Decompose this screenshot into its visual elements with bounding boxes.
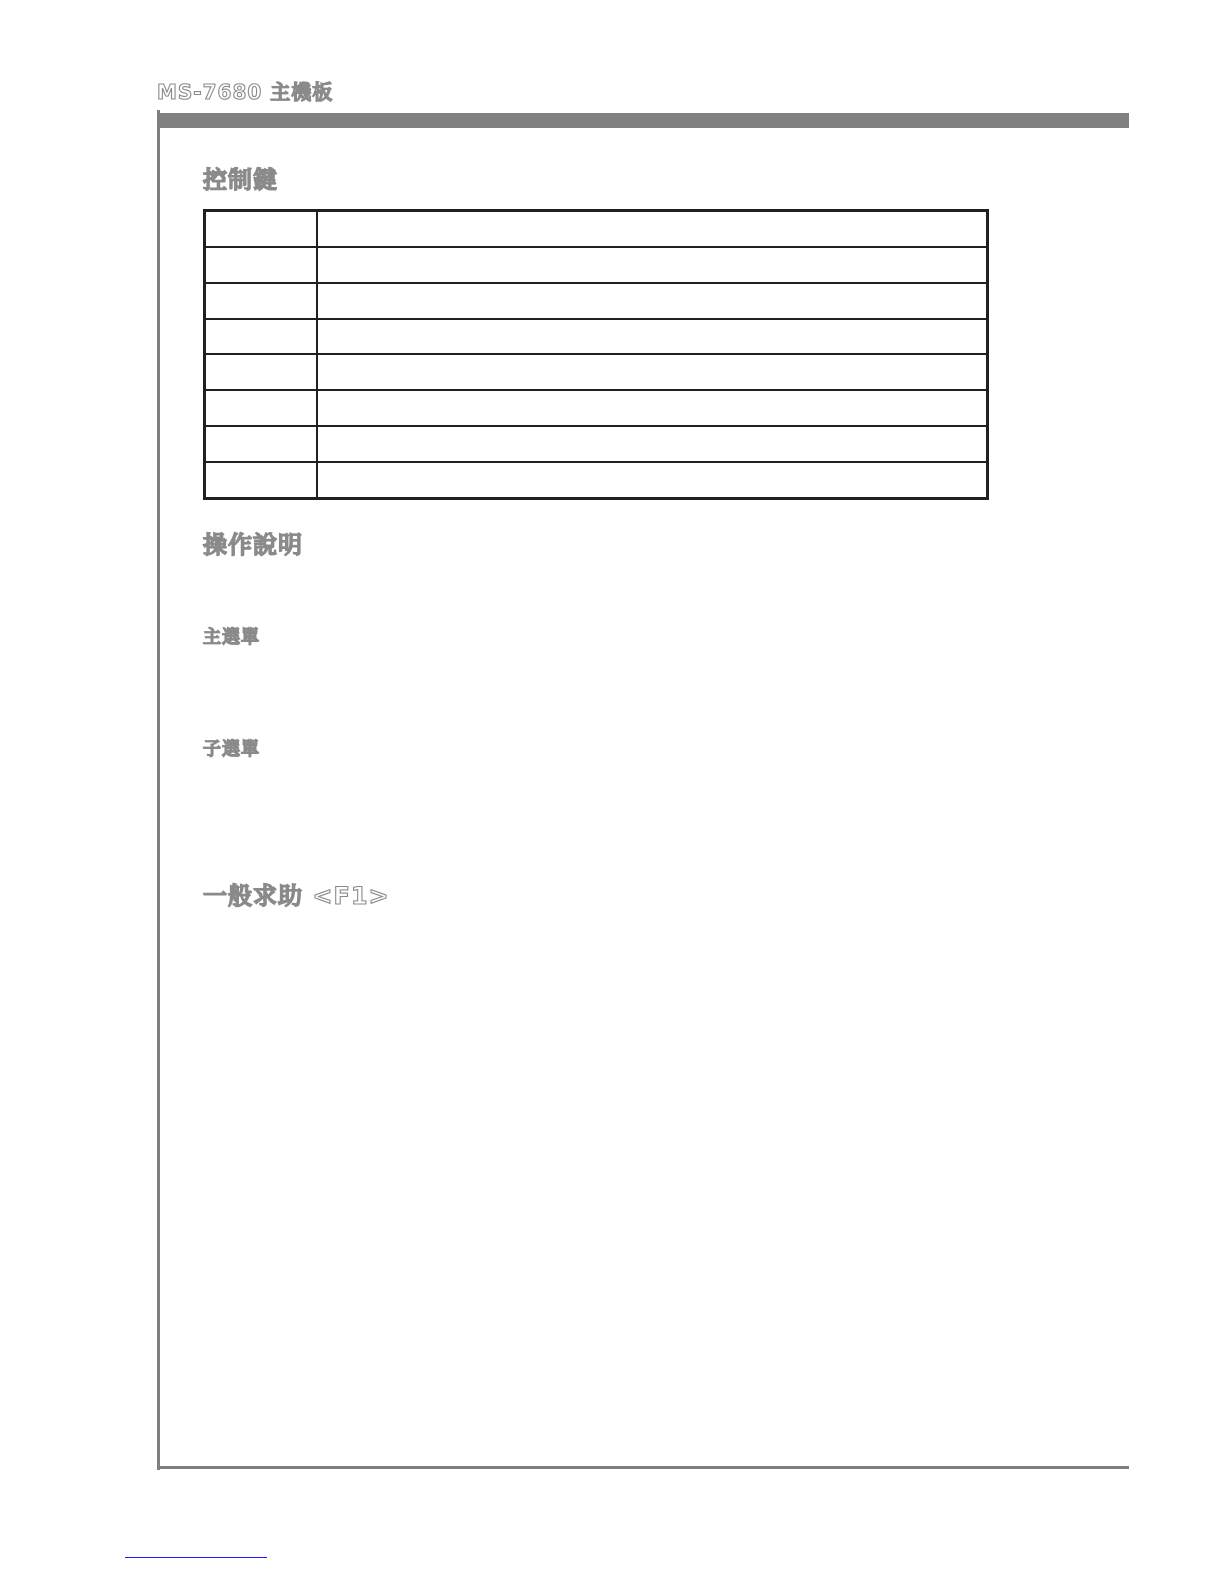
header-bar (158, 113, 1129, 128)
description-cell (317, 211, 988, 247)
key-cell (205, 211, 318, 247)
bottom-rule (157, 1466, 1129, 1469)
key-cell (205, 319, 318, 355)
key-cell (205, 283, 318, 319)
description-cell (317, 247, 988, 283)
description-cell (317, 390, 988, 426)
key-cell (205, 426, 318, 462)
table-row (205, 426, 988, 462)
key-cell (205, 247, 318, 283)
description-cell (317, 283, 988, 319)
table-row (205, 462, 988, 498)
table-row (205, 319, 988, 355)
table-row (205, 283, 988, 319)
control-keys-heading: 控制鍵 (203, 166, 278, 194)
key-cell (205, 390, 318, 426)
operation-heading: 操作說明 (203, 531, 303, 559)
page-header-title: MS-7680 主機板 (157, 80, 334, 104)
description-cell (317, 426, 988, 462)
general-help-heading: 一般求助 <F1> (203, 882, 390, 910)
control-keys-table (203, 209, 989, 500)
left-margin-rule (157, 110, 160, 1470)
table-row (205, 390, 988, 426)
table-row (205, 354, 988, 390)
description-cell (317, 354, 988, 390)
key-cell (205, 462, 318, 498)
description-cell (317, 462, 988, 498)
table-row (205, 247, 988, 283)
sub-menu-heading: 子選單 (203, 739, 260, 760)
description-cell (317, 319, 988, 355)
footer-link-underline[interactable] (125, 1557, 267, 1558)
main-menu-heading: 主選單 (203, 627, 260, 648)
table-row (205, 211, 988, 247)
key-cell (205, 354, 318, 390)
